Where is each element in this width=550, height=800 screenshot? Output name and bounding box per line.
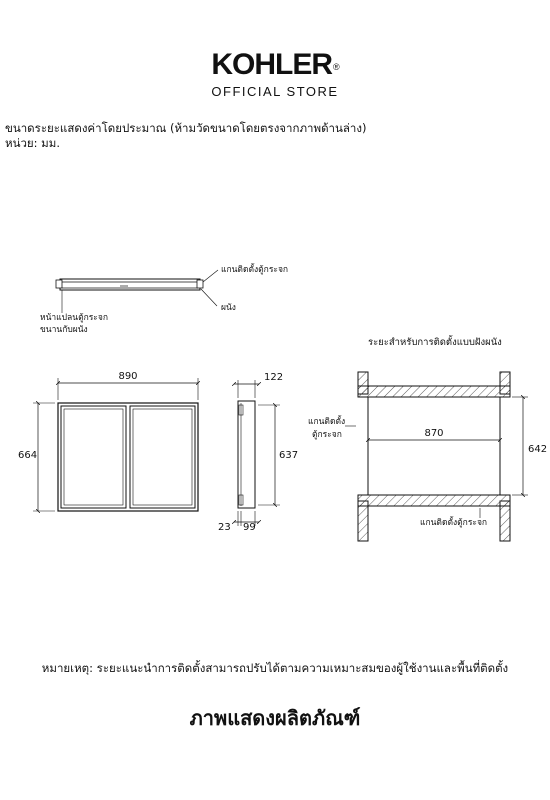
depth-value: 122 xyxy=(264,372,284,383)
mounting-bracket-leader xyxy=(203,270,218,282)
disclaimer-line-1: ขนาดระยะแสดงค่าโดยประมาณ (ห้ามวัดขนาดโดยตรงจากภาพด้านล่าง) xyxy=(5,121,367,135)
inner-width-value: 870 xyxy=(424,428,444,439)
width-value: 890 xyxy=(118,371,138,382)
recess-bottom-bracket-label: แกนติดตั้งตู้กระจก xyxy=(420,518,488,528)
right-stud-bottom xyxy=(500,501,510,541)
bottom-left-value: 23 xyxy=(218,522,231,533)
left-stud-bottom xyxy=(358,501,368,541)
disclaimer-line-2: หน่วย: มม. xyxy=(5,136,60,150)
top-view-bracket-right xyxy=(197,280,203,288)
front-panel-label-line-1: หน้าแปลนตู้กระจก xyxy=(40,313,109,323)
front-panel-label-line-2: ขนานกับผนัง xyxy=(40,325,88,335)
side-view xyxy=(218,372,298,533)
side-cabinet-body xyxy=(238,401,255,508)
registered-mark: ® xyxy=(333,62,339,72)
footer-note: หมายเหตุ: ระยะแนะนำการติดตั้งสามารถปรับได้ตามความเหมาะสมของผู้ใช้งานและพื้นที่ติดตั้ง xyxy=(41,661,509,675)
wall-leader xyxy=(201,289,217,306)
mounting-bracket-label: แกนติดตั้งตู้กระจก xyxy=(221,265,289,275)
top-view xyxy=(40,263,288,335)
bottom-header xyxy=(358,495,510,506)
top-header xyxy=(358,386,510,397)
logo-text: KOHLER xyxy=(211,48,333,81)
recess-height-value: 642 xyxy=(528,444,548,455)
recess-bracket-label-line-2: ตู้กระจก xyxy=(312,430,342,440)
cabinet-outline xyxy=(58,403,198,511)
recess-view xyxy=(308,335,547,541)
recess-bracket-label-line-1: แกนติดตั้ง xyxy=(308,417,346,427)
side-height-value: 637 xyxy=(279,450,299,461)
bottom-right-value: 99 xyxy=(243,522,256,533)
recess-title: ระยะสำหรับการติดตั้งแบบฝังผนัง xyxy=(368,337,502,348)
front-view xyxy=(18,371,198,511)
top-view-bracket-left xyxy=(56,280,62,288)
official-store-label: OFFICIAL STORE xyxy=(211,84,339,99)
wall-label: ผนัง xyxy=(221,303,236,313)
recess-opening xyxy=(368,397,500,495)
footer-caption: ภาพแสดงผลิตภัณฑ์ xyxy=(189,706,361,730)
height-value: 664 xyxy=(18,450,38,461)
